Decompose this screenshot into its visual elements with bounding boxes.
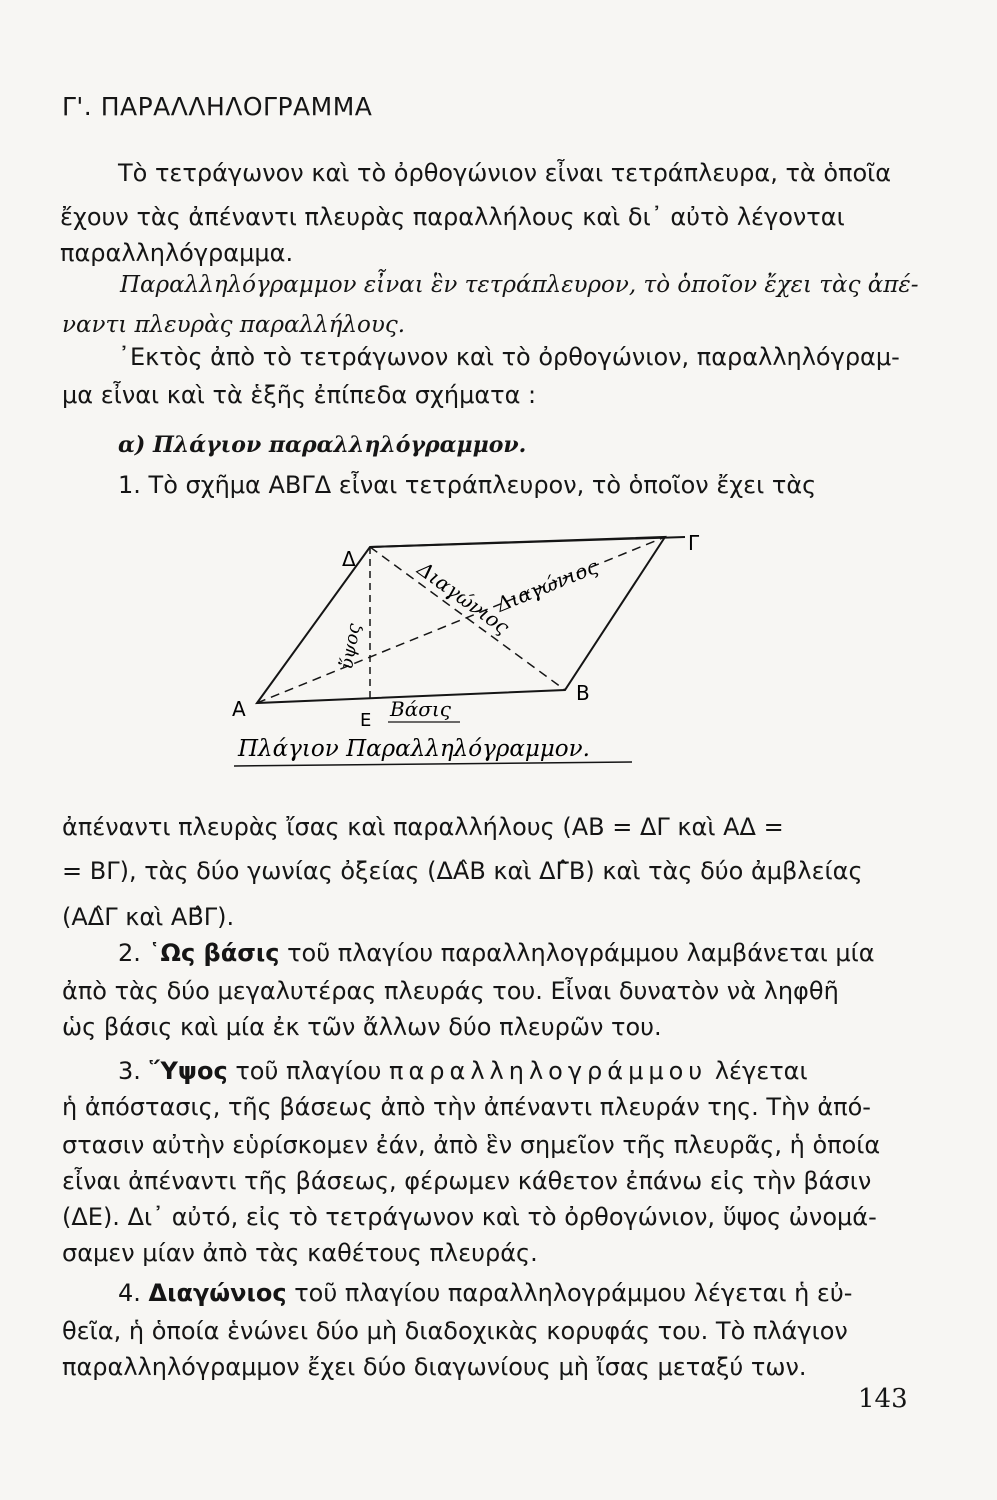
intro-line-3: παραλληλόγραμμα. <box>60 239 294 267</box>
vertex-b-label: Β <box>576 681 590 705</box>
item3-line-5: (ΔΕ). Δι᾽ αὐτό, εἰς τὸ τετράγωνον καὶ τὸ ὀρθογώνιον, ὕψος ὠνομά- <box>62 1203 877 1231</box>
diagonal-db <box>370 547 565 690</box>
item3-line-1-end: λέγεται <box>714 1057 808 1085</box>
item4-line-1-rest: τοῦ πλαγίου παραλληλογράμμου λέγεται ἡ εὐ- <box>294 1279 853 1307</box>
item3-line-6: σαμεν μίαν ἀπὸ τὰς καθέτους πλευράς. <box>62 1239 538 1267</box>
vertex-d-label: Δ <box>342 547 356 571</box>
definition-line-2: ναντι πλευρὰς παραλλήλους. <box>62 312 406 338</box>
item3-number: 3. <box>118 1057 141 1085</box>
item1-line-4: (ΑΔ̂Γ καὶ ΑΒ̂Γ). <box>62 903 235 931</box>
definition-line-1: Παραλληλόγραμμον εἶναι ἓν τετράπλευρον, τὸ ὁποῖον ἔχει τὰς ἀπέ- <box>120 272 919 298</box>
item2-line-3: ὡς βάσις καὶ μία ἐκ τῶν ἄλλων δύο πλευρῶν του. <box>62 1013 662 1041</box>
base-label: Βάσις <box>390 697 451 721</box>
item3-line-2: ἡ ἀπόστασις, τῆς βάσεως ἀπὸ τὴν ἀπέναντι πλευράν της. Τὴν ἀπό- <box>62 1093 871 1121</box>
item1-line-2: ἀπέναντι πλευρὰς ἴσας καὶ παραλλήλους (ΑΒ = ΔΓ καὶ ΑΔ = <box>62 813 784 841</box>
item3-term: ῞Υψος <box>148 1057 228 1085</box>
item4-number: 4. <box>118 1279 141 1307</box>
item4-term: Διαγώνιος <box>148 1279 287 1307</box>
section-title: Γ'. ΠΑΡΑΛΛΗΛΟΓΡΑΜΜΑ <box>62 92 373 121</box>
point-e-label: Ε <box>360 710 372 731</box>
height-label: ὕψος <box>336 621 365 671</box>
intro-line-2: ἔχουν τὰς ἀπέναντι πλευρὰς παραλλήλους καὶ δι᾽ αὐτὸ λέγονται <box>60 203 845 231</box>
item3-line-1 <box>118 1056 808 1086</box>
item3-line-3: στασιν αὐτὴν εὑρίσκομεν ἐάν, ἀπὸ ἓν σημεῖον τῆς πλευρᾶς, ἡ ὁποία <box>62 1131 881 1159</box>
figure-caption: Πλάγιον Παραλληλόγραμμον. <box>238 736 590 762</box>
besides-line-2: μα εἶναι καὶ τὰ ἑξῆς ἐπίπεδα σχήματα : <box>62 381 537 409</box>
item2-line-1-rest: τοῦ πλαγίου παραλληλογράμμου λαμβάνεται μία <box>287 939 875 967</box>
item3-line-1-spaced: παραλληλογράμμου <box>389 1057 708 1085</box>
item3-line-4: εἶναι ἀπέναντι τῆς βάσεως, φέρωμεν κάθετον ἐπάνω εἰς τὴν βάσιν <box>62 1167 872 1195</box>
besides-line-1: ᾽Εκτὸς ἀπὸ τὸ τετράγωνον καὶ τὸ ὀρθογώνιον, παραλληλόγραμ- <box>118 343 900 371</box>
diagonal-label-1: Διαγώνιος <box>492 554 602 617</box>
item1-line-1: 1. Τὸ σχῆμα ΑΒΓΔ εἶναι τετράπλευρον, τὸ ὁποῖον ἔχει τὰς <box>118 471 817 499</box>
page-number: 143 <box>858 1384 908 1414</box>
item4-line-3: παραλληλόγραμμον ἔχει δύο διαγωνίους μὴ ἴσας μεταξύ των. <box>62 1353 807 1381</box>
vertex-a-label: Α <box>232 697 246 721</box>
parallelogram-figure <box>220 520 720 780</box>
subsection-title: α) Πλάγιον παραλληλόγραμμον. <box>118 432 527 458</box>
item2-number: 2. <box>118 939 141 967</box>
caption-underline <box>234 762 632 766</box>
diagonal-label-2: Διαγώνιος <box>413 556 514 640</box>
vertex-g-label: Γ <box>688 531 700 555</box>
item4-line-2: θεῖα, ἡ ὁποία ἑνώνει δύο μὴ διαδοχικὰς κορυφάς του. Τὸ πλάγιον <box>62 1317 848 1345</box>
intro-line-1: Τὸ τετράγωνον καὶ τὸ ὀρθογώνιον εἶναι τετράπλευρα, τὰ ὁποῖα <box>118 159 892 187</box>
item3-line-1-mid: τοῦ πλαγίου <box>235 1057 382 1085</box>
item2-line-1 <box>118 938 875 968</box>
item1-line-3: = ΒΓ), τὰς δύο γωνίας ὀξείας (ΔΑ̂Β καὶ ΔΓ̂Β) καὶ τὰς δύο ἀμβλείας <box>62 857 863 885</box>
top-line-extension <box>370 537 685 547</box>
item2-term: ῾Ως βάσις <box>148 939 280 967</box>
item4-line-1 <box>118 1278 852 1308</box>
item2-line-2: ἀπὸ τὰς δύο μεγαλυτέρας πλευράς του. Εἶναι δυνατὸν νὰ ληφθῆ <box>62 977 839 1005</box>
